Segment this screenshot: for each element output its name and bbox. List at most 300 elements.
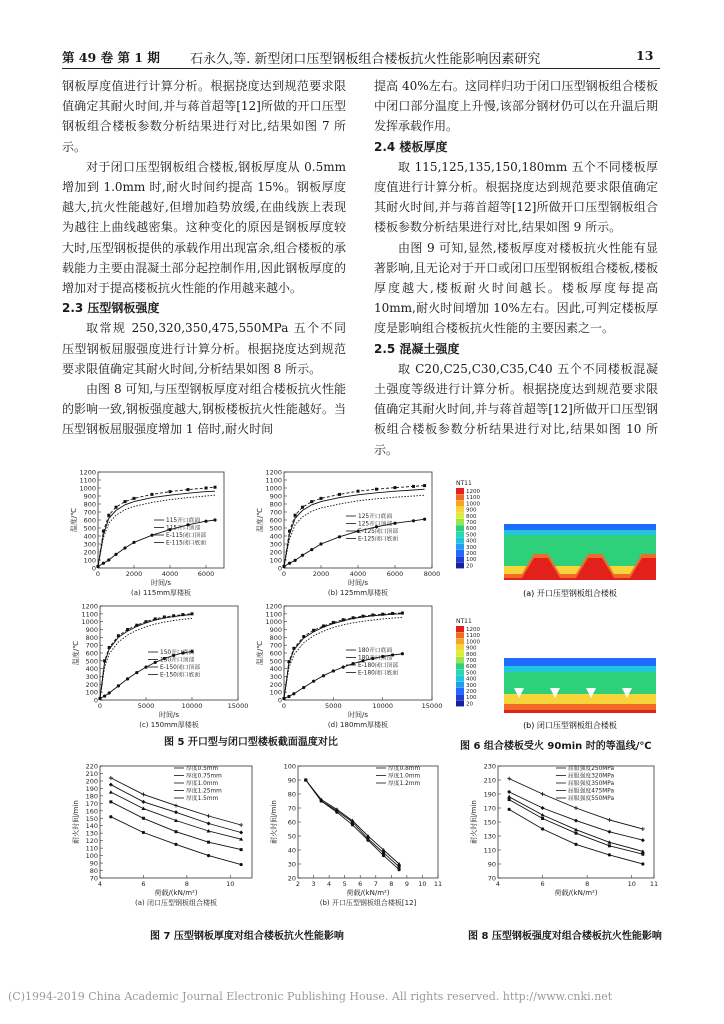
legend-color [456,676,464,682]
x-tick-label: 15000 [421,702,443,710]
y-tick-label: 160 [85,807,98,816]
data-point [207,841,210,844]
data-point [109,783,113,787]
data-point [239,830,243,834]
legend-value: 1200 [466,627,480,633]
y-tick-label: 0 [93,696,98,705]
data-point [126,628,129,631]
data-point [367,837,370,840]
legend-color [456,562,464,568]
data-point [145,620,148,623]
data-point [301,506,304,509]
y-tick-label: 80 [89,867,98,876]
legend-color [456,632,464,638]
series-line [284,486,425,567]
x-tick-label: 6 [540,880,545,888]
data-point [310,548,313,551]
y-tick-label: 700 [269,508,282,517]
data-point [174,804,178,808]
legend-value: 1200 [466,489,480,495]
data-point [342,666,345,669]
left-column [62,76,346,440]
y-tick-label: 400 [83,532,96,541]
data-point [288,530,291,533]
x-tick-label: 10000 [181,702,203,710]
data-point [312,629,315,632]
legend-value: 700 [466,658,477,664]
data-point [102,562,105,565]
data-point [508,798,511,801]
x-tick-label: 10 [226,880,235,888]
x-tick-label: 8 [585,880,590,888]
series-line [111,817,241,865]
left-para-4: 由图 8 可知,与压型钢板厚度对组合楼板抗火性能的影响一致,钢板强度越大,钢板楼板抗火性能越好。当压型钢板屈服强度增加 1 倍时,耐火时间 [62,382,346,437]
legend-value: 200 [466,689,477,695]
y-tick-label: 800 [83,500,96,509]
x-tick-label: 11 [433,880,443,888]
x-tick-label: 5000 [325,702,342,710]
data-point [288,562,291,565]
y-tick-label: 1200 [265,602,282,611]
y-tick-label: 900 [83,492,96,501]
y-tick-label: 900 [85,626,98,634]
data-point [169,490,172,493]
chart-subtitle: (d) 180mm厚楼板 [327,721,389,729]
y-tick-label: 140 [85,822,98,831]
y-tick-label: 1100 [265,610,282,619]
data-point [123,546,126,549]
data-point [103,659,106,662]
x-axis-label: 荷载/(kN/m²) [154,889,198,897]
x-tick-label: 2 [295,880,301,888]
data-point [381,613,384,616]
chart-subtitle: (a) 115mm厚楼板 [131,589,191,597]
y-tick-label: 600 [83,516,96,525]
x-tick-label: 5000 [137,702,155,710]
figure-6b-label: (b) 闭口压型钢板组合楼板 [523,721,617,730]
data-point [114,553,117,556]
legend-value: 500 [466,532,477,539]
legend-color [456,550,464,556]
y-tick-label: 90 [89,859,98,868]
x-tick-label: 15000 [227,702,249,710]
y-tick-label: 400 [269,665,282,674]
data-point [423,484,426,487]
right-para-3: 由图 9 可知,显然,楼板厚度对楼板抗火性能有显著影响,且无论对于开口或闭口压型钢板组合楼板,楼板厚度越大,楼板耐火时间越长。楼板厚度每提高 10mm,耐火时间增加 10%左右。因此,可判定楼板厚度是影响组合楼板抗火性能的主要因素之一。 [374,240,658,336]
data-point [574,806,578,810]
right-para-2: 取 115,125,135,150,180mm 五个不同楼板厚度值进行计算分析。根据挠度达到规范要求限值确定其耐火时间,并与蒋首超等[12]所做开口压型钢板组合楼板参数分析结果进行对比,结果如图 9 所示。 [374,159,658,235]
left-para-2: 对于闭口压型钢板组合楼板,钢板厚度从 0.5mm 增加到 1.0mm 时,耐火时间约提高 15%。钢板厚度越大,抗火性能越好,但增加趋势放缓,在曲线族上表现为越往上曲线越密集。这种变化的原因是钢板厚度较大时,压型钢板提供的承载作用出现富余,组合楼板的承载能力主要由混凝土部分起控制作用,因此钢板厚度的增加对于提高楼板抗火性能的作用越来越小。 [62,159,346,296]
data-point [109,776,113,780]
x-tick-label: 10000 [372,702,394,710]
data-point [335,807,339,811]
data-point [214,486,217,489]
figure-5a-chart [66,466,234,596]
y-tick-label: 500 [83,524,96,533]
data-point [102,530,105,533]
legend-color [456,638,464,644]
data-point [124,500,127,503]
legend-value: 1000 [466,639,480,646]
data-point [150,534,153,537]
legend-color [456,663,464,669]
legend-color [456,556,464,562]
x-tick-label: 10 [627,880,636,888]
data-point [391,612,394,615]
data-point [607,830,611,834]
legend-label: 125开口底面 [358,514,393,520]
data-point [96,565,99,568]
legend-color [456,544,464,550]
y-tick-label: 1000 [265,618,282,627]
series-line [111,802,241,850]
y-tick-label: 900 [269,626,282,634]
data-point [507,790,511,794]
figure-6b-contour [452,606,662,734]
x-tick-label: 10 [418,880,427,888]
y-tick-label: 300 [83,540,96,549]
data-point [174,843,177,846]
data-point [338,493,341,496]
legend-label: E-115闭口底面 [166,540,207,547]
y-tick-label: 170 [483,804,496,813]
data-point [205,487,208,490]
legend-value: 600 [466,664,477,671]
data-point [292,647,295,650]
chart-subtitle: (c) 150mm厚楼板 [139,721,199,729]
data-point [641,827,645,831]
data-point [107,514,110,517]
left-para-3: 取常规 250,320,350,475,550MPa 五个不同压型钢板屈服强度进行计算分析。根据挠度达到规范要求限值确定其耐火时间,分析结果如图 8 所示。 [62,321,346,376]
y-tick-label: 1000 [265,484,282,493]
legend-title: NT11 [456,618,472,625]
x-tick-label: 8000 [423,570,441,578]
y-tick-label: 200 [269,680,282,689]
y-tick-label: 110 [483,846,496,855]
legend-label: 125开口顶部 [358,521,393,528]
legend-label: E-125闭口顶部 [358,529,399,535]
y-tick-label: 1000 [81,618,98,627]
figure-5c-chart [66,600,249,729]
data-point [574,819,578,823]
series-line [284,519,425,566]
x-tick-label: 6 [358,880,363,888]
data-point [154,617,157,620]
data-point [282,565,285,568]
legend-color [456,531,464,537]
series-line [284,489,425,566]
legend-value: 1100 [466,495,480,502]
x-tick-label: 4 [327,880,332,888]
y-tick-label: 0 [91,564,96,573]
data-point [98,697,101,700]
legend-label: 180开口底面 [358,648,393,654]
legend-label: E-125闭口底面 [358,536,399,543]
data-point [174,810,178,814]
data-point [507,777,511,781]
y-tick-label: 900 [269,492,282,501]
data-point [163,615,166,618]
y-tick-label: 200 [85,777,98,786]
y-tick-label: 700 [83,508,96,517]
data-point [117,634,120,637]
y-tick-label: 0 [277,696,282,705]
data-point [401,652,404,655]
legend-label: E-180闭口顶部 [358,663,399,669]
section-2-5-title: 2.5 混凝土强度 [374,341,460,356]
x-tick-label: 4 [495,880,501,888]
y-tick-label: 700 [269,641,282,650]
data-point [109,800,112,803]
figure-7a-chart [62,758,268,920]
figure-8-chart [460,758,664,920]
y-tick-label: 100 [269,556,282,565]
y-tick-label: 130 [85,829,98,838]
y-tick-label: 500 [269,524,282,533]
data-point [191,612,194,615]
y-tick-label: 1200 [79,468,96,477]
data-point [641,838,645,842]
data-point [187,488,190,491]
x-tick-label: 7 [373,880,378,888]
y-tick-label: 1200 [265,468,282,477]
x-axis-label: 时间/s [158,711,180,719]
y-tick-label: 200 [269,548,282,557]
figure-8-caption: 图 8 压型钢板强度对组合楼板抗火性能影响 [468,931,662,942]
left-para-1: 钢板厚度值进行计算分析。根据挠度达到规范要求限值确定其耐火时间,并与蒋首超等[12]所做的开口压型钢板组合楼板参数分析结果进行对比,结果如图 7 所示。 [62,79,346,154]
data-point [108,691,111,694]
series-line [100,615,195,699]
y-tick-label: 800 [269,633,282,642]
y-tick-label: 0 [277,564,282,573]
y-tick-label: 90 [287,776,296,785]
section-2-4-title: 2.4 楼板厚度 [374,139,448,154]
legend-label: 屈服强度550MPa [568,796,615,802]
legend-label: 115开口顶部 [166,525,201,532]
legend-value: 1100 [466,633,480,640]
y-tick-label: 210 [85,769,98,778]
y-tick-label: 190 [85,784,98,793]
data-point [108,646,111,649]
y-tick-label: 500 [269,657,282,666]
data-point [608,844,611,847]
y-tick-label: 90 [487,860,496,869]
data-point [541,806,545,810]
x-axis-label: 荷载/(kN/m²) [346,889,390,897]
data-point [541,817,544,820]
legend-value: 400 [466,676,477,683]
y-tick-label: 600 [269,649,282,658]
y-tick-label: 60 [287,818,296,827]
x-tick-label: 4 [97,880,103,888]
data-point [371,614,374,617]
x-tick-label: 9 [404,880,409,888]
data-point [107,558,110,561]
legend-label: 厚度0.75mm [186,773,222,780]
legend-value: 300 [466,682,477,689]
legend-value: 20 [466,701,473,708]
legend-label: E-180闭口底面 [358,670,399,677]
data-point [394,486,397,489]
data-point [154,661,157,664]
data-point [133,497,136,500]
y-tick-label: 600 [85,649,98,658]
y-tick-label: 200 [83,548,96,557]
data-point [393,522,396,525]
page-number: 13 [636,48,654,63]
legend-color [456,657,464,663]
data-point [361,615,364,618]
legend-value: 700 [466,520,477,526]
data-point [109,815,112,818]
x-axis-label: 荷载/(kN/m²) [554,889,598,897]
legend-value: 500 [466,670,477,677]
x-tick-label: 0 [95,570,101,578]
data-point [207,821,211,825]
data-point [301,554,304,557]
legend-color [456,682,464,688]
y-tick-label: 800 [85,633,98,642]
legend-color [456,500,464,506]
data-point [302,635,305,638]
data-point [141,792,145,796]
data-point [322,624,325,627]
legend-color [456,488,464,494]
data-point [541,813,545,817]
legend-label: E-150闭口顶部 [160,665,201,671]
legend-label: 150开口底面 [160,650,195,656]
data-point [342,618,345,621]
y-tick-label: 800 [269,500,282,509]
legend-value: 200 [466,551,477,557]
y-tick-label: 150 [483,818,496,827]
data-point [541,827,544,830]
y-tick-label: 30 [287,860,296,869]
data-point [132,541,135,544]
legend-label: E-150闭口底面 [160,672,201,679]
y-tick-label: 1100 [265,476,282,485]
legend-label: E-115闭口顶部 [166,533,207,539]
data-point [507,795,511,799]
legend-label: 厚度1.25mm [186,788,222,795]
y-tick-label: 130 [483,832,496,841]
data-point [302,686,305,689]
y-tick-label: 100 [283,762,296,771]
x-tick-label: 4000 [349,570,367,578]
data-point [175,830,178,833]
legend-value: 400 [466,538,477,545]
data-point [607,818,611,822]
legend-color [456,519,464,525]
data-point [312,680,315,683]
legend-color [456,507,464,513]
x-tick-label: 2000 [312,570,330,578]
data-point [412,485,415,488]
y-tick-label: 70 [287,804,296,813]
figure-6a-label: (a) 开口压型钢板组合楼板 [523,589,617,598]
series-line [509,809,643,864]
y-tick-label: 200 [85,680,98,689]
legend-label: 厚度1.2mm [388,781,421,787]
figure-5d-chart [250,600,443,729]
series-line [111,778,241,825]
y-axis-label: 温度/℃ [70,507,78,533]
data-point [287,695,290,698]
data-point [375,488,378,491]
data-point [135,671,138,674]
figure-7b-chart [268,758,448,920]
data-point [294,559,297,562]
legend-label: 180开口顶部 [358,655,393,662]
x-tick-label: 11 [649,880,659,888]
data-point [240,848,243,851]
data-point [352,616,355,619]
legend-label: 厚度0.5mm [186,766,219,772]
legend-color [456,494,464,500]
figure-7-caption: 图 7 压型钢板厚度对组合楼板抗火性能影响 [150,931,344,942]
y-tick-label: 40 [287,846,296,855]
x-axis-label: 时间/s [347,711,369,719]
y-tick-label: 100 [85,852,98,861]
series-line [100,614,195,699]
figure-5-caption: 图 5 开口型与闭口型楼板截面温度对比 [164,737,338,748]
legend-value: 600 [466,526,477,533]
y-tick-label: 230 [483,762,496,771]
data-point [320,497,323,500]
legend-label: 屈服强度350MPa [568,781,615,787]
legend-label: 厚度1.5mm [186,796,219,802]
journal-issue: 第 49 卷 第 1 期 [62,50,160,65]
y-tick-label: 300 [269,673,282,681]
x-tick-label: 0 [281,702,287,710]
y-tick-label: 70 [89,874,98,883]
section-2-3-title: 2.3 压型钢板强度 [62,301,160,316]
x-tick-label: 8 [184,880,189,888]
y-tick-label: 100 [85,688,98,697]
legend-color [456,513,464,519]
data-point [213,518,216,521]
x-axis-label: 时间/s [150,579,172,587]
data-point [103,694,106,697]
data-point [382,851,385,854]
data-point [412,519,415,522]
header-rule [62,68,660,69]
y-tick-label: 120 [85,837,98,846]
y-tick-label: 1100 [81,610,98,619]
data-point [423,518,426,521]
x-tick-label: 4000 [161,570,179,578]
data-point [332,621,335,624]
data-point [282,697,285,700]
legend-color [456,694,464,700]
y-tick-label: 300 [85,673,98,681]
y-tick-label: 50 [287,832,296,841]
y-axis-label: 耐火时间/min [270,800,278,844]
legend-value: 100 [466,557,477,564]
chart-subtitle: (b) 开口压型钢板组合楼板[12] [319,899,417,907]
data-point [172,614,175,617]
data-point [641,862,644,865]
legend-value: 900 [466,645,477,652]
legend-color [456,651,464,657]
data-point [357,490,360,493]
right-para-4: 取 C20,C25,C30,C35,C40 五个不同楼板混凝土强度等级进行计算分析。根据挠度达到规范要求限值确定其耐火时间,并与蒋首超等[12]所做开口压型钢板组合楼板参数分析结果进行对比,结果如图 10 所示。 [374,361,658,457]
figure-6-caption: 图 6 组合楼板受火 90min 时的等温线/℃ [460,741,652,752]
y-tick-label: 1100 [79,476,96,485]
data-point [319,542,322,545]
data-point [332,669,335,672]
data-point [117,684,120,687]
